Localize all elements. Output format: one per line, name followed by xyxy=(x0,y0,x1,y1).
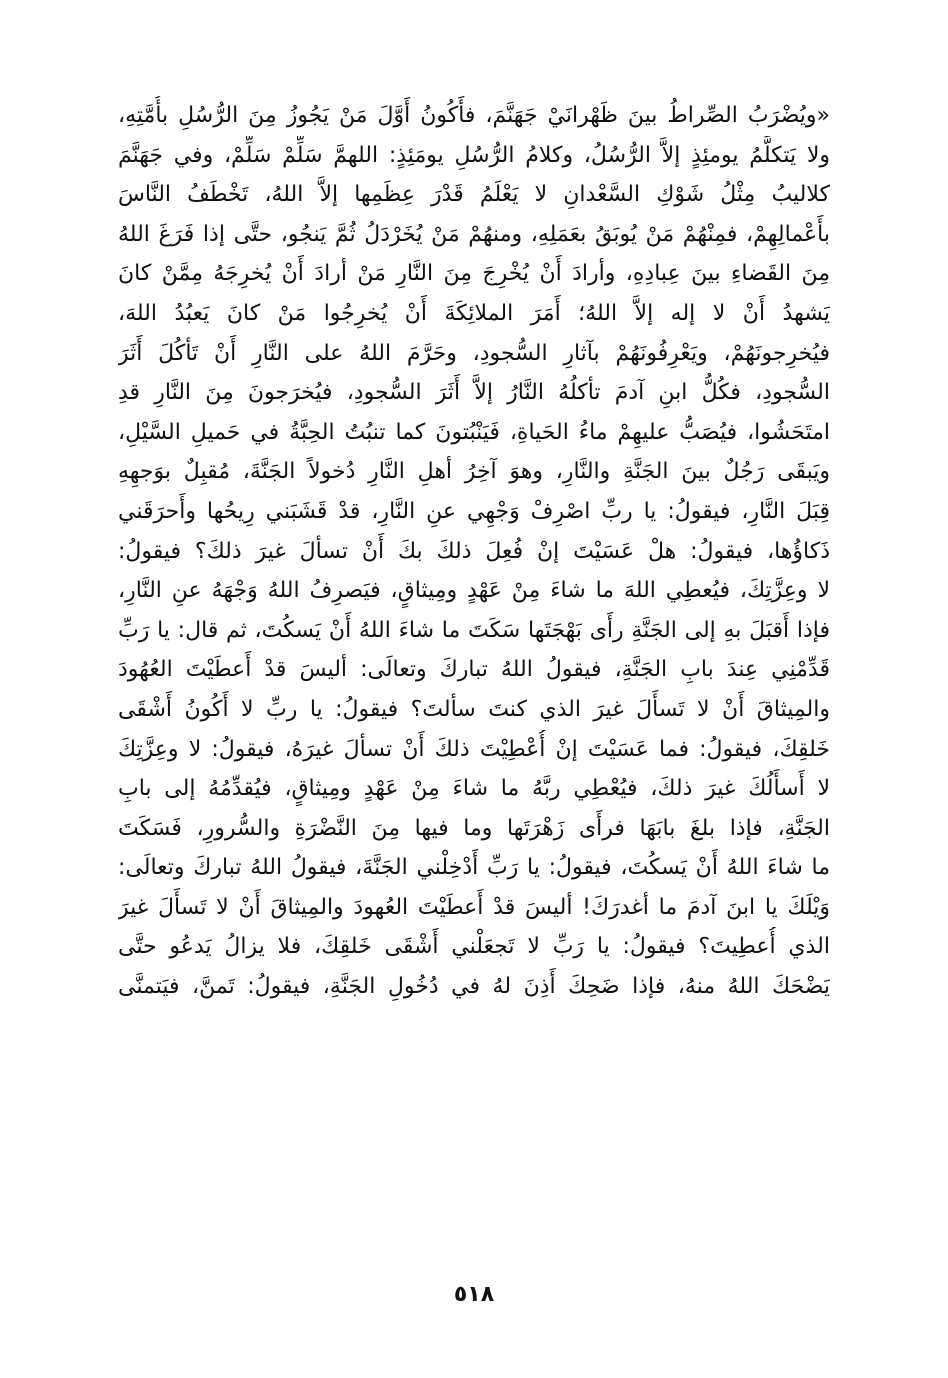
text-line: يَضْحَكَ اللهُ منهُ، فإذا ضَحِكَ أَذِنَ لهُ في دُخُولِ الجَنَّةِ، فيقولُ: تَمنَّ، فيَتمنَّى xyxy=(118,974,830,1000)
text-line: بأَعْمالِهِمْ، فمِنْهُمْ مَنْ يُوبَقُ بعَمَلِهِ، ومنهُمْ مَنْ يُخَرْدَلُ ثُمَّ يَنجُو، حتَّى إذا فَرَغَ اللهُ xyxy=(118,221,830,247)
text-line: خَلقِكَ، فيقولُ: فما عَسَيْتَ إنْ أُعْطِيْتَ ذلكَ أَنْ تسألَ غيرَهُ، فيقولُ: لا وعِزَّتِكَ xyxy=(118,736,830,762)
text-line: فيُخرِجونَهُمْ، ويَعْرِفُونَهُمْ بآثارِ السُّجودِ، وحَرَّمَ اللهُ على النَّارِ أَنْ تَأكُلَ أَثَرَ xyxy=(118,340,830,366)
text-line: قِبَلَ النَّارِ، فيقولُ: يا ربِّ اصْرِفْ وَجْهِي عنِ النَّارِ، قدْ قَشَبَني رِيحُها وأَحرَقَني xyxy=(118,498,830,524)
body-text xyxy=(118,96,830,1007)
text-line: لا وعِزَّتِكَ، فيُعطِي اللهَ ما شاءَ مِنْ عَهْدٍ ومِيثاقٍ، فيَصرِفُ اللهُ وَجْهَهُ عنِ النَّارِ، xyxy=(118,578,830,604)
text-line: مِنَ القَضاءِ بينَ عِبادِهِ، وأرادَ أَنْ يُخْرِجَ مِنَ النَّارِ مَنْ أرادَ أَنْ يُخرِجَهُ مِمَّنْ كانَ xyxy=(118,261,830,287)
text-line: ذَكاؤُها، فيقولُ: هلْ عَسَيْتَ إنْ فُعِلَ ذلكَ بكَ أَنْ تسألَ غيرَ ذلكَ؟ فيقولُ: xyxy=(118,538,830,564)
text-line: فإذا أَقبَلَ بهِ إلى الجَنَّةِ رأَى بَهْجَتَها سَكَتَ ما شاءَ اللهُ أَنْ يَسكُتَ، ثم قال: يا رَبِّ xyxy=(118,617,830,643)
text-line: كلاليبُ مِثْلُ شَوْكِ السَّعْدانِ لا يَعْلَمُ قَدْرَ عِظَمِها إلاَّ اللهُ، تَخْطَفُ النَّاسَ xyxy=(118,182,830,208)
text-line: قَدِّمْنِي عِندَ بابِ الجَنَّةِ، فيقولُ اللهُ تباركَ وتعالَى: أليسَ قدْ أَعطَيْتَ العُهُودَ xyxy=(118,657,830,683)
text-line: وَيْلَكَ يا ابنَ آدمَ ما أغدرَكَ! أليسَ قدْ أَعطَيْتَ العُهودَ والمِيثاقَ أَنْ لا تَسأَلَ غيرَ xyxy=(118,894,830,920)
text-line: يَشهدُ أَنْ لا إله إلاَّ اللهُ؛ أَمَرَ الملائِكَةَ أَنْ يُخرِجُوا مَنْ كانَ يَعبُدُ اللهَ، xyxy=(118,300,830,326)
text-line: الذي أُعطِيتَ؟ فيقولُ: يا رَبِّ لا تَجعَلْني أَشْقَى خَلقِكَ، فلا يزالُ يَدعُو حتَّى xyxy=(118,934,830,960)
text-line: «ويُضْرَبُ الصِّراطُ بينَ ظَهْرانَيْ جَهَنَّمَ، فأَكُونُ أَوَّلَ مَنْ يَجُوزُ مِنَ الرُّسُلِ بأُمَّتِهِ، xyxy=(118,103,830,128)
text-line: والمِيثاقَ أَنْ لا تَسأَلَ غيرَ الذي كنتَ سألتَ؟ فيقولُ: يا ربِّ لا أَكُونُ أَشْقَى xyxy=(118,696,830,722)
text-line: ولا يَتكلَّمُ يومئِذٍ إلاَّ الرُّسُلُ، وكلامُ الرُّسُلِ يومَئِذٍ: اللهمَّ سَلِّمْ سَلِّمْ، وفي جَهَنَّمَ xyxy=(118,142,830,168)
text-line: ما شاءَ اللهُ أَنْ يَسكُتَ، فيقولُ: يا رَبِّ أَدْخِلْني الجَنَّةَ، فيقولُ اللهُ تباركَ وتعالَى: xyxy=(118,855,830,881)
text-line: امتَحَشُوا، فيُصَبُّ عليهِمْ ماءُ الحَياةِ، فَيَنْبُتونَ كما تنبُتُ الحِبَّةُ في حَميلِ السَّيْلِ، xyxy=(118,419,830,445)
text-line: الجَنَّةِ، فإذا بلغَ بابَهَا فرأَى زَهْرَتَها وما فيها مِنَ النَّضْرَةِ والسُّرورِ، فَسَكَتَ xyxy=(118,815,830,841)
text-line: ويَبقَى رَجُلٌ بينَ الجَنَّةِ والنَّارِ، وهوَ آخِرُ أهلِ النَّارِ دُخولاً الجَنَّةَ، مُقبِلٌ بوَجهِهِ xyxy=(118,459,830,485)
page-number: ٥١٨ xyxy=(453,1282,495,1307)
text-line: لا أَسأَلُكَ غيرَ ذلكَ، فيُعْطِي ربَّهُ ما شاءَ مِنْ عَهْدٍ ومِيثاقٍ، فيُقدِّمُهُ إلى بابِ xyxy=(118,776,830,802)
text-line: السُّجودِ، فكُلُّ ابنِ آدمَ تأكلُهُ النَّارُ إلاَّ أَثَرَ السُّجودِ، فيُخرَجونَ مِنَ النَّارِ قدِ xyxy=(118,380,830,406)
